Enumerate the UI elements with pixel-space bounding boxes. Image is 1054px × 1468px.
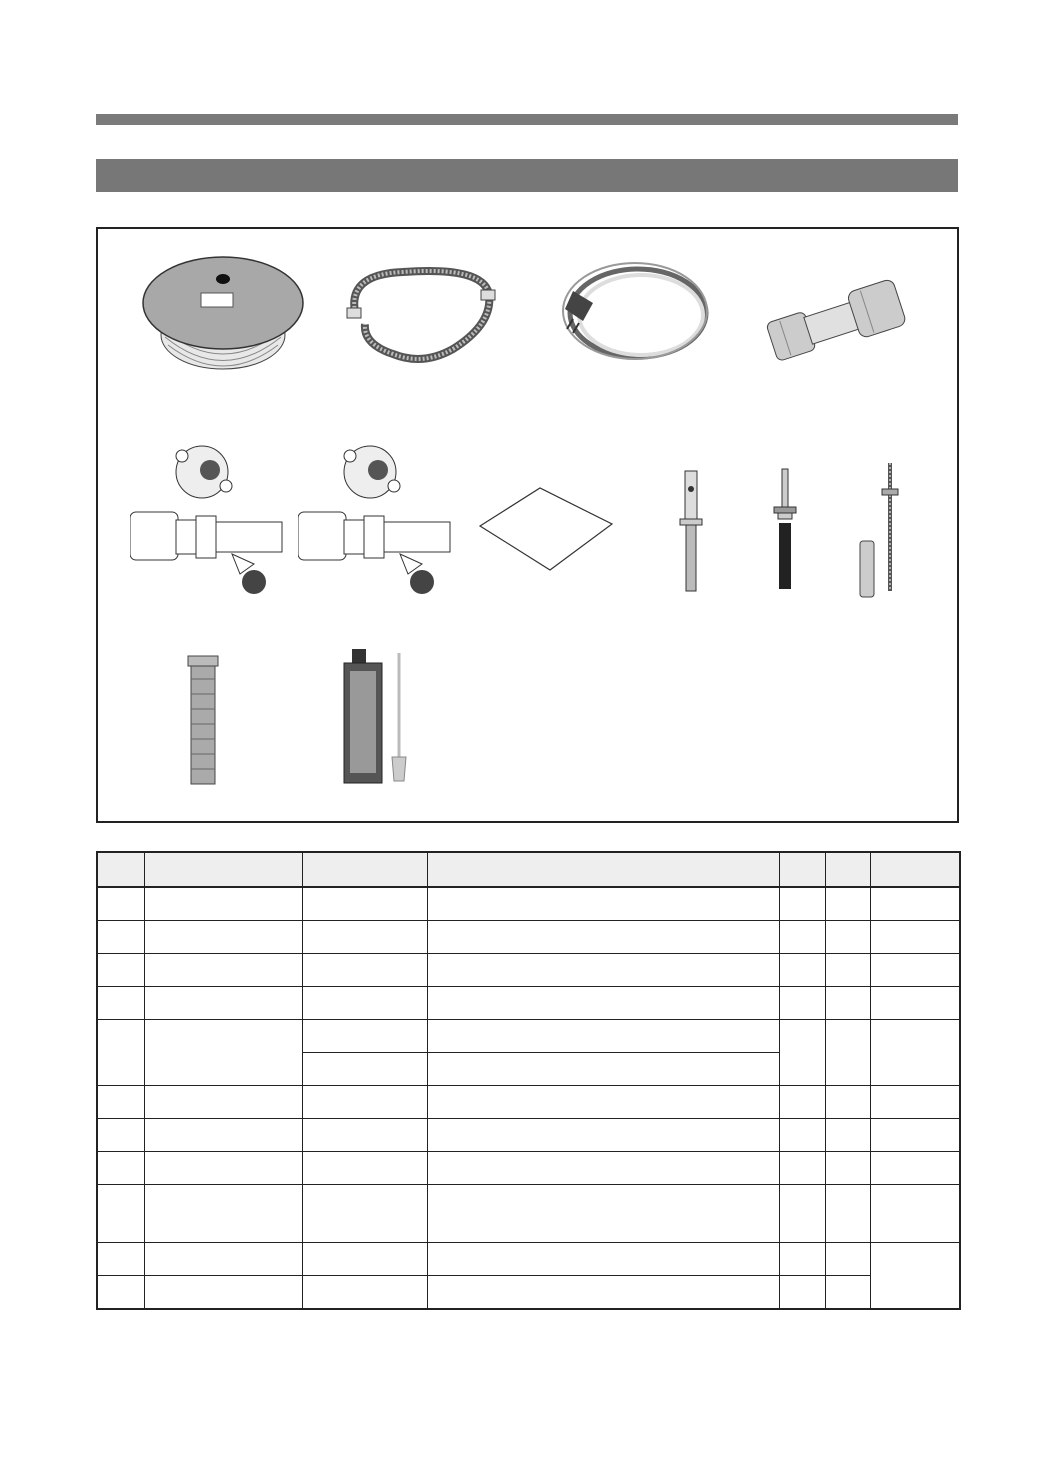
header-cell (779, 852, 825, 887)
mesh-sleeve-icon (178, 654, 228, 789)
shutoff-valve-right-icon (298, 434, 453, 599)
braided-hose-icon (343, 254, 503, 374)
table-row (97, 1020, 960, 1053)
gasket-sheet-icon (478, 484, 618, 574)
table-row (97, 987, 960, 1020)
anchor-bolt-icon (676, 469, 706, 594)
table-row (97, 1119, 960, 1152)
threaded-rod-plug-icon (856, 461, 916, 601)
header-cell (144, 852, 302, 887)
header-cell (870, 852, 960, 887)
power-cable-icon (553, 251, 713, 371)
table-row (97, 1243, 960, 1276)
shutoff-valve-left-icon (130, 434, 285, 599)
table-row (97, 1185, 960, 1243)
table-row (97, 954, 960, 987)
header-cell (427, 852, 779, 887)
table-header-row (97, 852, 960, 887)
tubing-reel-icon (138, 249, 308, 381)
parts-illustration-box (96, 227, 959, 823)
parts-table (96, 851, 961, 1310)
section-title-bar (96, 159, 958, 192)
header-cell (825, 852, 870, 887)
table-row (97, 1152, 960, 1185)
table-row (97, 1276, 960, 1310)
stud-anchor-icon (770, 467, 800, 592)
push-fit-connector-icon (758, 269, 918, 369)
header-cell (97, 852, 144, 887)
table-row (97, 1086, 960, 1119)
header-cell (302, 852, 427, 887)
resin-cartridge-icon (338, 647, 438, 787)
table-row (97, 921, 960, 954)
table-row (97, 887, 960, 921)
top-rule (96, 114, 958, 125)
